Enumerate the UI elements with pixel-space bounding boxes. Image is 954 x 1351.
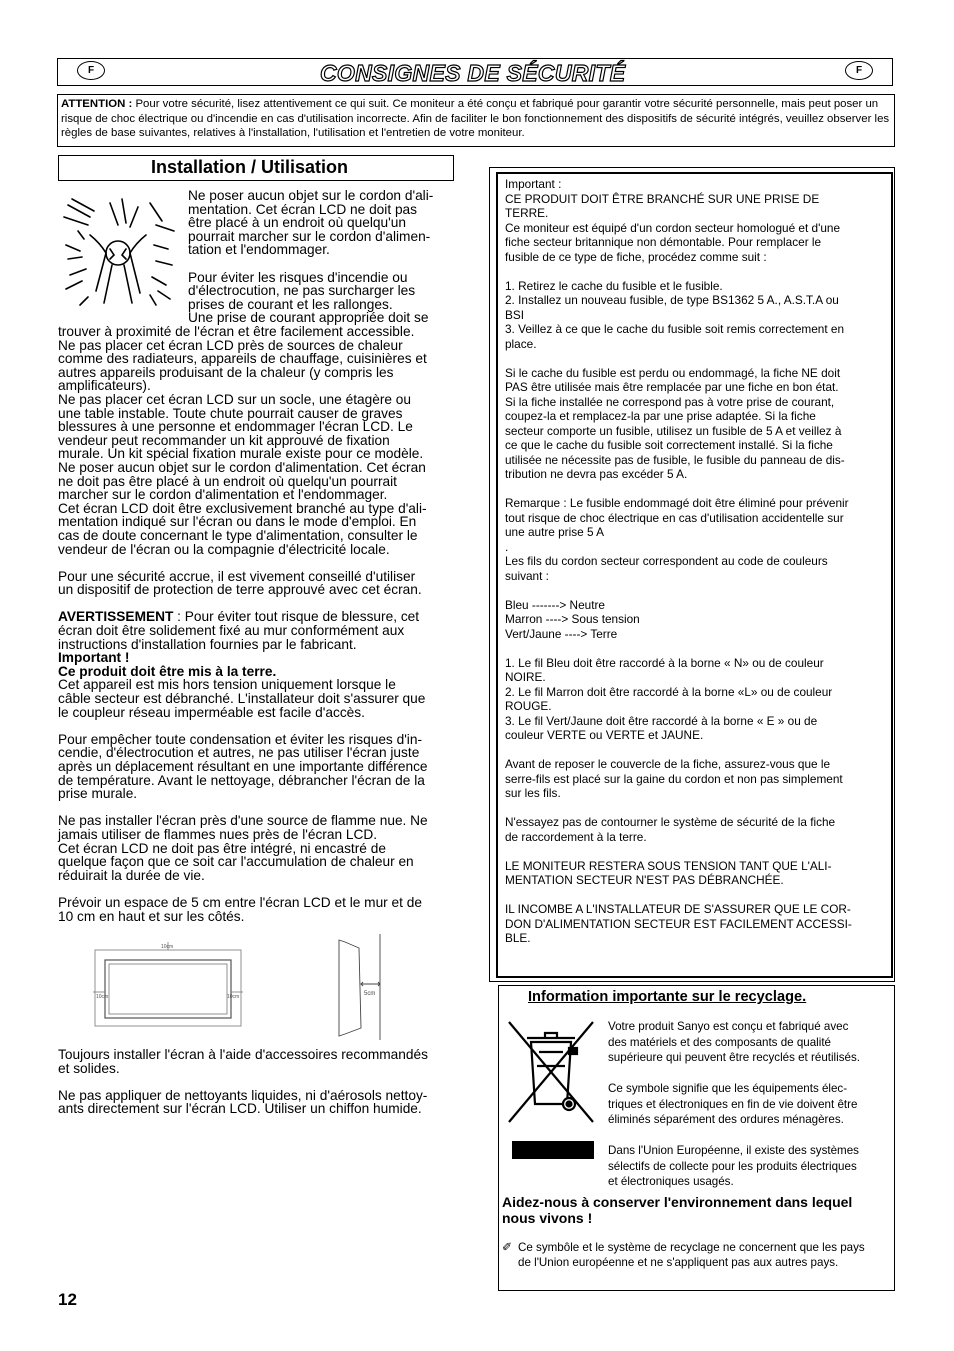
warning-label: AVERTISSEMENT: [58, 609, 174, 625]
text-line: ne doit pas être placé à un endroit où quelqu'un pourrait: [58, 473, 397, 489]
text-line: IL INCOMBE A L'INSTALLATEUR DE S'ASSURER QUE LE COR-: [505, 902, 851, 916]
text-line: écran doit être solidement fixé au mur conformément aux: [58, 623, 405, 639]
text-line: Les fils du cordon secteur correspondent au code de couleurs: [505, 554, 828, 568]
text-line: fiche secteur britannique non démontable. Pour remplacer le: [505, 235, 822, 249]
installation-closing-text: [58, 1048, 456, 1116]
text-line: PAS être utilisée mais être remplacée par une fiche en bon état.: [505, 380, 839, 394]
text-line: mentation indiqué sur l'écran ou dans le mode d'emploi. En: [58, 514, 417, 530]
text-line: mentation. Cet écran LCD ne doit pas: [188, 201, 418, 217]
text-line: couleur VERTE ou VERTE et JAUNE.: [505, 728, 704, 742]
attention-text: Pour votre sécurité, lisez attentivement ce qui suit. Ce moniteur a été conçu et fabriqué pour garantir votre sécurité personnelle, mais peut poser un risque de choc électrique ou d'incendie en cas d'utilisation incorrecte. Afin de faciliter le bon fonctionnement des dispositifs de sécurité intégrés, veuillez observer les règles de base suivantes, relatives à l'installation, l'utilisation et l'entretien de votre moniteur.: [61, 98, 890, 139]
pencil-icon: ✐: [502, 1240, 513, 1254]
text-line: Ce symbole signifie que les équipements élec-: [608, 1082, 848, 1095]
text-line: cendie, d'électrocution et autres, ne pas utiliser l'écran juste: [58, 745, 420, 761]
text-line: Toujours installer l'écran à l'aide d'accessoires recommandés: [58, 1047, 428, 1062]
recycling-title: Information importante sur le recyclage.: [528, 989, 807, 1005]
text-line: tribution ne devra pas excéder 5 A.: [505, 467, 688, 481]
text-line: prises de courant et les rallonges.: [188, 296, 393, 312]
text-line: vendeur de l'écran ou la compagnie d'électricité locale.: [58, 541, 390, 557]
text-line: 10 cm en haut et sur les côtés.: [58, 908, 245, 924]
page-number: 12: [58, 1290, 77, 1309]
top-clearance-label: 10cm: [161, 944, 174, 950]
text-line: un dispositif de protection de terre approuvé avec cet écran.: [58, 582, 422, 598]
text-line: Une prise de courant appropriée doit se: [188, 310, 429, 326]
blank-line: [505, 583, 885, 598]
blank-line: [505, 482, 885, 497]
text-line: cas de doute concernant le type d'alimentation, consulter le: [58, 527, 418, 543]
blank-line: [505, 351, 885, 366]
text-line: fusible de ce type de fiche, procédez comme suit :: [505, 249, 767, 264]
text-line: triques et électroniques en fin de vie doivent être: [608, 1097, 858, 1111]
text-line: Ne pas appliquer de nettoyants liquides, ni d'aérosols nettoy-: [58, 1087, 428, 1103]
recycling-text: [608, 1019, 891, 1190]
text-line: Bleu -------> Neutre: [505, 597, 605, 612]
text-line: Votre produit Sanyo est conçu et fabriqué avec: [608, 1020, 849, 1033]
text-line: BSI: [505, 307, 525, 322]
text-line: une autre prise 5 A: [505, 525, 605, 539]
text-line: 2. Installez un nouveau fusible, de type BS1362 5 A., A.S.T.A ou: [505, 293, 839, 307]
installation-heading: Installation / Utilisation: [58, 155, 454, 181]
text-line: être placé à un endroit où quelqu'un: [188, 215, 406, 231]
text-line: suivant :: [505, 568, 549, 583]
text-line: CE PRODUIT DOIT ÊTRE BRANCHÉ SUR UNE PRISE DE: [505, 191, 820, 206]
text-line: MENTATION SECTEUR N'EST PAS DÉBRANCHÉE.: [505, 873, 784, 887]
text-line: autres appareils produisant de la chaleur (y compris les: [58, 364, 394, 380]
text-line: N'essayez pas de contourner le système de sécurité de la fiche: [505, 815, 836, 829]
text-line: marcher sur le cordon d'alimentation et l'endommager.: [58, 487, 388, 503]
text-line: Ne poser aucun objet sur le cordon d'alimentation. Cet écran: [58, 459, 426, 475]
text-line: Ne poser aucun objet sur le cordon d'ali-: [188, 188, 434, 203]
wall-clearance-label: 5cm: [364, 991, 376, 997]
text-line: ROUGE.: [505, 699, 552, 713]
blank-line: [505, 844, 885, 859]
text-line: jamais utiliser de flammes nues près de l'écran LCD.: [58, 826, 378, 842]
text-line: des matériels et des composants de qualité: [608, 1035, 831, 1049]
text-line: Important :: [505, 177, 562, 191]
text-line: DON D'ALIMENTATION SECTEUR EST FACILEMENT ACCESSI-: [505, 916, 852, 931]
text-line: BLE.: [505, 931, 531, 945]
text-line: Si la fiche installée ne correspond pas à votre prise de courant,: [505, 394, 835, 409]
text-line: réduirait la durée de vie.: [58, 867, 205, 883]
text-line: et solides.: [58, 1060, 120, 1076]
text-line: Ne pas placer cet écran LCD près de sources de chaleur: [58, 337, 403, 353]
text-line: 2. Le fil Marron doit être raccordé à la borne «L» ou de couleur: [505, 684, 833, 699]
text-line: Ne pas installer l'écran près d'une source de flamme nue. Ne: [58, 813, 428, 829]
text-line: 3. Veillez à ce que le cache du fusible soit remis correctement en: [505, 322, 845, 336]
text-line: Cet écran LCD doit être exclusivement branché au type d'ali-: [58, 500, 427, 516]
text-line: blessures à une personne et endommager l'écran LCD. Le: [58, 419, 413, 435]
text-line: Ne pas placer cet écran LCD sur un socle, une étagère ou: [58, 391, 412, 407]
text-line: Cet écran LCD ne doit pas être intégré, ni encastré de: [58, 840, 386, 856]
text-line: éliminés séparément des ordures ménagères.: [608, 1113, 844, 1126]
text-line: Remarque : Le fusible endommagé doit être éliminé pour prévenir: [505, 496, 849, 510]
side-clearance-diagram: [335, 932, 385, 1042]
blank-line: [505, 801, 885, 816]
text-line: secteur comporte un fusible, utilisez un fusible de 5 A et veillez à: [505, 423, 842, 438]
text-line: pourrait marcher sur le cordon d'alimen-: [188, 228, 431, 244]
text-line: d'électrocution, ne pas surcharger les: [188, 283, 416, 299]
text-line: tout risque de choc électrique en cas d'utilisation accidentelle sur: [505, 510, 844, 525]
text-line: .: [505, 539, 509, 554]
blank-line: [505, 743, 885, 758]
text-line: ants directement sur l'écran LCD. Utiliser un chiffon humide.: [58, 1101, 422, 1117]
text-line: Dans l'Union Européenne, il existe des systèmes: [608, 1144, 859, 1157]
text-line: coupez-la et remplacez-la par une prise adaptée. Si la fiche: [505, 409, 816, 423]
text-line: ce que le cache du fusible soit correctement installé. Si la fiche: [505, 438, 833, 452]
attention-box: [57, 94, 895, 147]
blank-line: [505, 264, 885, 279]
text-line: vendeur peut recommander un kit approuvé de fixation: [58, 432, 390, 448]
text-line: Avant de reposer le couvercle de la fiche, assurez-vous que le: [505, 757, 831, 771]
text-line: Si le cache du fusible est perdu ou endommagé, la fiche NE doit: [505, 365, 841, 380]
text-line: place.: [505, 336, 537, 351]
page-title: CONSIGNES DE SÉCURITÉ: [320, 60, 626, 86]
language-badge-left: F: [77, 61, 105, 80]
crossed-bin-icon: [503, 1018, 599, 1126]
language-badge-right: F: [845, 61, 873, 80]
text-line: utilisée ne nécessite pas de fusible, le fusible du panneau de dis-: [505, 452, 845, 467]
text-line: Pour éviter les risques d'incendie ou: [188, 269, 408, 285]
warning-line: [58, 610, 456, 624]
text-line: après un déplacement résultant en une importante différence: [58, 759, 428, 774]
blank-line: [505, 641, 885, 656]
text-line: LE MONITEUR RESTERA SOUS TENSION TANT QUE L'ALI-: [505, 858, 832, 873]
text-line: serre-fils est placé sur la gaine du cordon et non pas simplement: [505, 771, 843, 786]
text-line: murale. Un kit spécial fixation murale existe pour ce modèle.: [58, 446, 424, 462]
text-line: Pour empêcher toute condensation et éviter les risques d'in-: [58, 731, 423, 747]
attention-label: ATTENTION :: [61, 98, 133, 110]
text-line: prise murale.: [58, 786, 138, 802]
text-line: Marron ----> Sous tension: [505, 612, 640, 626]
text-line: 3. Le fil Vert/Jaune doit être raccordé à la borne « E » ou de: [505, 713, 818, 728]
text-line: sur les fils.: [505, 786, 561, 800]
text-line: NOIRE.: [505, 670, 546, 684]
installation-body-text: [58, 325, 456, 923]
text-line: Pour une sécurité accrue, il est vivement conseillé d'utiliser: [58, 568, 416, 584]
installation-intro-text: [188, 189, 454, 325]
eu-note: Ce symbôle et le système de recyclage ne concernent que les pays de l'Union européenne et ne s'appliquent pas aux autres pays.: [518, 1241, 865, 1269]
text-line: TERRE.: [505, 206, 549, 220]
important-box: [496, 172, 893, 978]
text-line: Prévoir un espace de 5 cm entre l'écran LCD et le mur et de: [58, 894, 422, 910]
right-clearance-label: 10cm: [227, 994, 240, 1000]
text-line: 1. Le fil Bleu doit être raccordé à la borne « N» ou de couleur: [505, 655, 824, 670]
text-line: de raccordement à la terre.: [505, 829, 647, 844]
text-line: tation et l'endommager.: [188, 242, 330, 258]
text-line: trouver à proximité de l'écran et être facilement accessible.: [58, 324, 415, 339]
ground-requirement: Ce produit doit être mis à la terre.: [58, 663, 277, 679]
text-line: 1. Retirez le cache du fusible et le fusible.: [505, 278, 723, 293]
text-line: supérieure qui peuvent être recyclés et réutilisés.: [608, 1051, 860, 1064]
text-line: Ce moniteur est équipé d'un cordon secteur homologué et d'une: [505, 220, 841, 235]
text-line: une table instable. Toute chute pourrait causer de graves: [58, 405, 403, 421]
separate-collection-bar: [512, 1141, 594, 1159]
front-clearance-diagram: [93, 942, 243, 1030]
text-line: quelque façon que ce soit car l'accumulation de chaleur en: [58, 854, 414, 870]
blank-line: [505, 888, 885, 903]
text-line: amplificateurs).: [58, 378, 151, 394]
text-line: le coupleur réseau imperméable est facile d'accès.: [58, 704, 365, 720]
text-line: câble secteur est débranché. L'installateur doit s'assurer que: [58, 691, 426, 707]
fire-hazard-illustration: [60, 195, 178, 308]
text-line: de température. Avant le nettoyage, débrancher l'écran de la: [58, 772, 425, 788]
text-line: comme des radiateurs, appareils de chauffage, cuisinières et: [58, 351, 427, 367]
text-line: : Pour éviter tout risque de blessure, cet: [173, 609, 420, 625]
text-line: instructions d'installation fournies par le fabricant.: [58, 636, 357, 652]
important-label: Important !: [58, 650, 130, 666]
text-line: Vert/Jaune ----> Terre: [505, 626, 618, 641]
text-line: sélectifs de collecte pour les produits électriques: [608, 1159, 857, 1173]
text-line: Cet appareil est mis hors tension uniquement lorsque le: [58, 677, 396, 693]
environment-heading: Aidez-nous à conserver l'environnement dans lequel nous vivons !: [502, 1194, 853, 1226]
left-clearance-label: 10cm: [96, 994, 109, 1000]
text-line: et électroniques usagés.: [608, 1175, 734, 1188]
title-bar: [57, 58, 893, 86]
